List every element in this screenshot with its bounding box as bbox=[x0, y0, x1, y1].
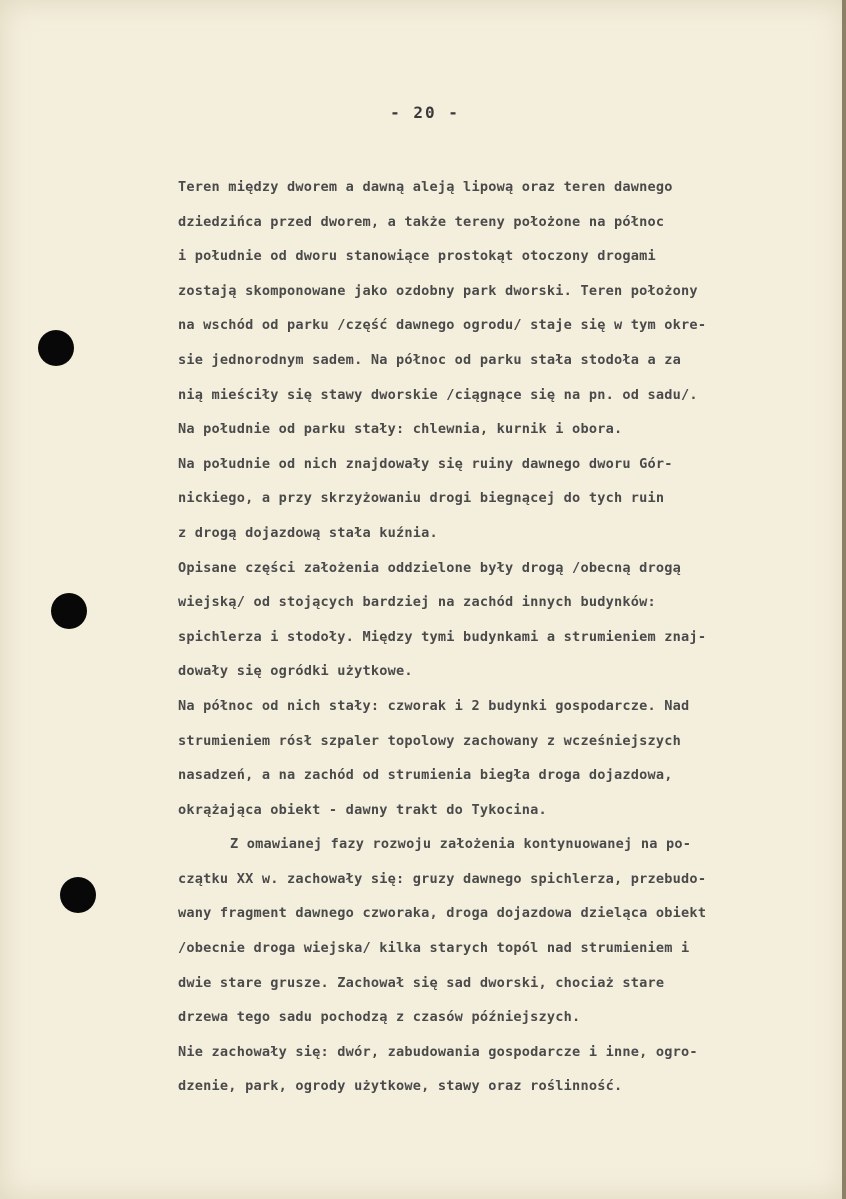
text-line: Na południe od nich znajdowały się ruiny dawnego dworu Gór- bbox=[178, 455, 673, 472]
text-line: spichlerza i stodoły. Między tymi budynkami a strumieniem znaj- bbox=[178, 628, 707, 645]
text-line: Na południe od parku stały: chlewnia, kurnik i obora. bbox=[178, 421, 623, 438]
text-line: wiejską/ od stojących bardziej na zachód innych budynków: bbox=[178, 594, 656, 611]
text-line: Z omawianej fazy rozwoju założenia kontynuowanej na po- bbox=[230, 836, 692, 853]
body-text bbox=[178, 170, 818, 1104]
text-line: i południe od dworu stanowiące prostokąt otoczony drogami bbox=[178, 248, 656, 265]
text-line: na wschód od parku /część dawnego ogrodu/ staje się w tym okre- bbox=[178, 317, 707, 334]
text-line: z drogą dojazdową stała kuźnia. bbox=[178, 524, 438, 541]
text-line: dziedzińca przed dworem, a także tereny położone na północ bbox=[178, 213, 665, 230]
text-line: drzewa tego sadu pochodzą z czasów późniejszych. bbox=[178, 1009, 581, 1026]
text-line: dzenie, park, ogrody użytkowe, stawy oraz roślinność. bbox=[178, 1078, 623, 1095]
text-line: nią mieściły się stawy dworskie /ciągnące się na pn. od sadu/. bbox=[178, 386, 698, 403]
text-line: dwie stare grusze. Zachował się sad dworski, chociaż stare bbox=[178, 974, 665, 991]
text-line: strumieniem rósł szpaler topolowy zachowany z wcześniejszych bbox=[178, 732, 682, 749]
text-line: nickiego, a przy skrzyżowaniu drogi biegnącej do tych ruin bbox=[178, 490, 665, 507]
text-line: zostają skomponowane jako ozdobny park dworski. Teren położony bbox=[178, 282, 698, 299]
text-line: dowały się ogródki użytkowe. bbox=[178, 663, 413, 680]
text-line: czątku XX w. zachowały się: gruzy dawnego spichlerza, przebudo- bbox=[178, 870, 707, 887]
text-line: Teren między dworem a dawną aleją lipową oraz teren dawnego bbox=[178, 179, 673, 195]
text-line: Na północ od nich stały: czworak i 2 budynki gospodarcze. Nad bbox=[178, 697, 690, 714]
text-line: okrążająca obiekt - dawny trakt do Tykocina. bbox=[178, 801, 547, 818]
punch-hole bbox=[51, 593, 87, 629]
punch-hole bbox=[60, 877, 96, 913]
punch-hole bbox=[38, 330, 74, 366]
text-line: sie jednorodnym sadem. Na północ od parku stała stodoła a za bbox=[178, 351, 682, 368]
text-line: Opisane części założenia oddzielone były drogą /obecną drogą bbox=[178, 559, 682, 576]
text-line: Nie zachowały się: dwór, zabudowania gospodarcze i inne, ogro- bbox=[178, 1043, 698, 1060]
text-line: nasadzeń, a na zachód od strumienia biegła droga dojazdowa, bbox=[178, 767, 673, 784]
text-line: /obecnie droga wiejska/ kilka starych topól nad strumieniem i bbox=[178, 940, 690, 957]
page-edge bbox=[842, 0, 846, 1199]
text-line: wany fragment dawnego czworaka, droga dojazdowa dzieląca obiekt bbox=[178, 905, 707, 922]
page-number: - 20 - bbox=[390, 103, 460, 122]
